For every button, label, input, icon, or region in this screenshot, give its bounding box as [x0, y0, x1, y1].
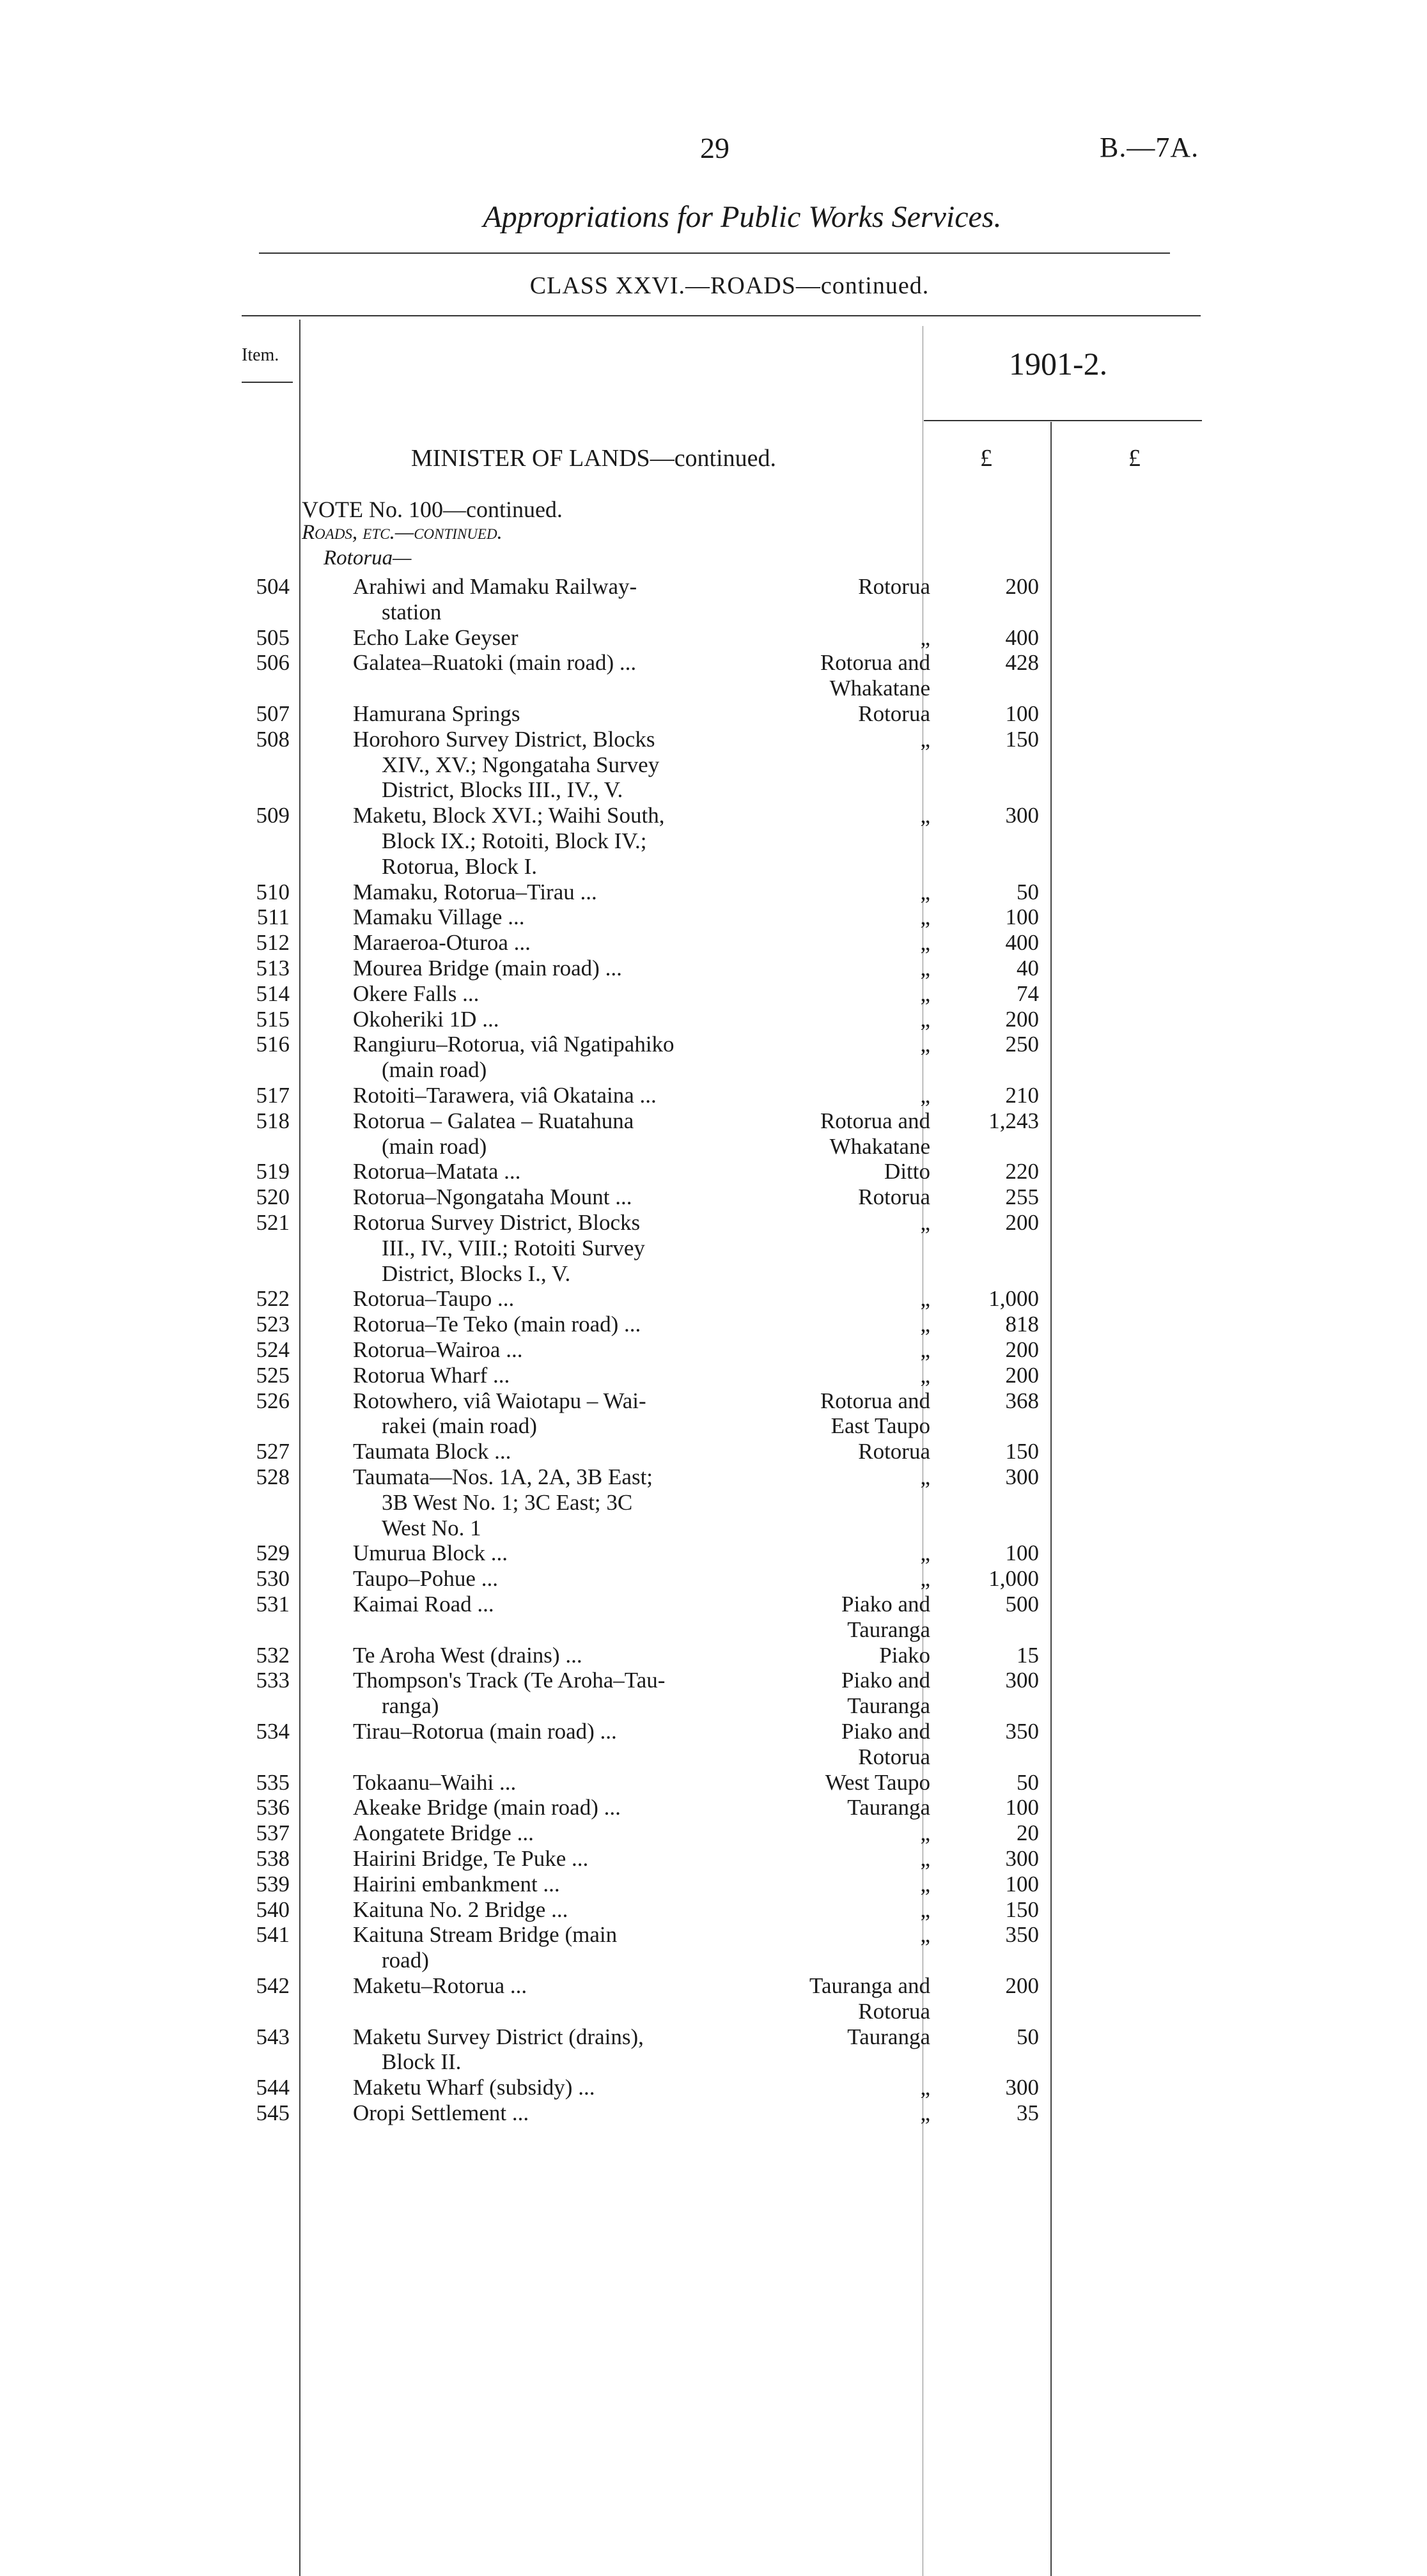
- item-number: 504: [256, 574, 290, 599]
- item-number: 517: [256, 1083, 290, 1108]
- item-number: 530: [256, 1566, 290, 1592]
- work-description: (main road): [382, 1057, 487, 1083]
- work-description: Maketu Wharf (subsidy) ...: [353, 2075, 595, 2100]
- work-description: ranga): [382, 1693, 439, 1719]
- table-row: [0, 930, 1427, 955]
- table-row: [0, 727, 1427, 752]
- amount-value: 150: [1005, 726, 1039, 752]
- work-description: Tirau–Rotorua (main road) ...: [353, 1719, 617, 1744]
- work-description: Rotorua–Wairoa ...: [353, 1337, 523, 1362]
- currency-header-1: £: [980, 445, 992, 472]
- table-row: [0, 1337, 1427, 1362]
- table-row: [0, 904, 1427, 929]
- table-row: [0, 828, 1427, 853]
- item-number: 511: [256, 904, 290, 930]
- electoral-district: „: [920, 1006, 930, 1032]
- work-description: Rotorua–Te Teko (main road) ...: [353, 1312, 641, 1337]
- amount-value: 200: [1005, 1006, 1039, 1032]
- table-row: [0, 854, 1427, 879]
- amount-value: 40: [1017, 956, 1039, 981]
- work-description: Mamaku, Rotorua–Tirau ...: [353, 879, 597, 904]
- work-description: Rotorua Survey District, Blocks: [353, 1210, 641, 1235]
- table-row: [0, 1261, 1427, 1286]
- work-description: Taupo–Pohue ...: [353, 1566, 498, 1592]
- table-row: [0, 1897, 1427, 1922]
- item-number: 513: [256, 956, 290, 981]
- work-description: Rangiuru–Rotorua, viâ Ngatipahiko: [353, 1032, 675, 1057]
- electoral-district: „: [920, 1312, 930, 1337]
- table-row: [0, 1592, 1427, 1617]
- work-description: Rotorua–Matata ...: [353, 1159, 521, 1184]
- item-number: 531: [256, 1592, 290, 1617]
- item-number: 525: [256, 1362, 290, 1388]
- table-row: [0, 1846, 1427, 1871]
- title-rule: [259, 252, 1170, 254]
- electoral-district: „: [920, 930, 930, 956]
- work-description: Mamaku Village ...: [353, 904, 525, 930]
- electoral-district: „: [920, 1871, 930, 1897]
- electoral-district: „: [920, 1464, 930, 1489]
- work-description: Block II.: [382, 2049, 462, 2075]
- electoral-district: „: [920, 2100, 930, 2125]
- table-row: [0, 1693, 1427, 1718]
- table-row: [0, 1108, 1427, 1133]
- table-row: [0, 1210, 1427, 1235]
- roads-heading: Roads, etc.—continued.: [302, 521, 503, 544]
- work-description: District, Blocks III., IV., V.: [382, 777, 623, 803]
- item-header-rule: [242, 382, 293, 383]
- table-row: [0, 1286, 1427, 1311]
- work-description: Tokaanu–Waihi ...: [353, 1769, 517, 1795]
- item-number: 537: [256, 1820, 290, 1846]
- electoral-district: Whakatane: [829, 1133, 930, 1159]
- amount-value: 350: [1005, 1922, 1039, 1948]
- table-row: [0, 1820, 1427, 1845]
- work-description: Maketu Survey District (drains),: [353, 2024, 644, 2049]
- electoral-district: Piako: [879, 1642, 930, 1668]
- amount-value: 200: [1005, 1210, 1039, 1235]
- table-row: [0, 1617, 1427, 1642]
- work-description: station: [382, 599, 442, 625]
- item-number: 514: [256, 981, 290, 1006]
- amount-value: 50: [1017, 879, 1039, 904]
- table-row: [0, 1872, 1427, 1897]
- amount-value: 1,000: [988, 1566, 1039, 1592]
- amount-value: 300: [1005, 803, 1039, 828]
- amount-value: 150: [1005, 1897, 1039, 1922]
- amount-value: 74: [1017, 981, 1039, 1006]
- electoral-district: Rotorua: [858, 1184, 930, 1210]
- item-number: 521: [256, 1210, 290, 1235]
- amount-value: 400: [1005, 930, 1039, 956]
- item-number: 524: [256, 1337, 290, 1362]
- table-row: [0, 1948, 1427, 1973]
- table-row: [0, 1134, 1427, 1159]
- amount-value: 400: [1005, 625, 1039, 650]
- amount-value: 200: [1005, 1973, 1039, 1998]
- amount-value: 100: [1005, 1795, 1039, 1820]
- item-number: 544: [256, 2075, 290, 2100]
- amount-value: 220: [1005, 1159, 1039, 1184]
- electoral-district: „: [920, 726, 930, 752]
- table-row: [0, 676, 1427, 701]
- work-description: Aongatete Bridge ...: [353, 1820, 534, 1846]
- page-title: Appropriations for Public Works Services.: [483, 200, 1002, 234]
- item-number: 542: [256, 1973, 290, 1998]
- work-description: XIV., XV.; Ngongataha Survey: [382, 752, 660, 777]
- table-row: [0, 625, 1427, 650]
- table-row: [0, 1566, 1427, 1591]
- item-column-header: Item.: [242, 345, 279, 365]
- minister-heading: MINISTER OF LANDS—continued.: [411, 445, 777, 472]
- item-number: 520: [256, 1184, 290, 1210]
- work-description: Maketu, Block XVI.; Waihi South,: [353, 803, 665, 828]
- item-number: 515: [256, 1006, 290, 1032]
- amount-value: 100: [1005, 701, 1039, 726]
- item-number: 545: [256, 2100, 290, 2125]
- amount-value: 200: [1005, 574, 1039, 599]
- table-row: [0, 1540, 1427, 1565]
- work-description: Rotoiti–Tarawera, viâ Okataina ...: [353, 1083, 657, 1108]
- item-number: 541: [256, 1922, 290, 1948]
- electoral-district: Tauranga: [847, 1617, 930, 1642]
- vote-heading: VOTE No. 100—continued.: [302, 497, 563, 522]
- amount-value: 500: [1005, 1592, 1039, 1617]
- work-description: Te Aroha West (drains) ...: [353, 1642, 582, 1668]
- work-description: Kaituna No. 2 Bridge ...: [353, 1897, 568, 1922]
- item-number: 508: [256, 726, 290, 752]
- amount-value: 300: [1005, 1668, 1039, 1693]
- amount-value: 368: [1005, 1388, 1039, 1413]
- work-description: Rotowhero, viâ Waiotapu – Wai-: [353, 1388, 646, 1413]
- table-row: [0, 1795, 1427, 1820]
- table-row: [0, 1007, 1427, 1032]
- work-description: Kaimai Road ...: [353, 1592, 494, 1617]
- electoral-district: Ditto: [884, 1159, 930, 1184]
- item-number: 510: [256, 879, 290, 904]
- work-description: Rotorua–Ngongataha Mount ...: [353, 1184, 632, 1210]
- electoral-district: Piako and: [841, 1592, 930, 1617]
- electoral-district: „: [920, 1083, 930, 1108]
- electoral-district: Piako and: [841, 1719, 930, 1744]
- table-row: [0, 2075, 1427, 2100]
- table-row: [0, 650, 1427, 675]
- table-row: [0, 1516, 1427, 1540]
- amount-value: 300: [1005, 2075, 1039, 2100]
- electoral-district: „: [920, 1540, 930, 1566]
- work-description: District, Blocks I., V.: [382, 1261, 571, 1286]
- work-description: Rotorua – Galatea – Ruatahuna: [353, 1108, 634, 1133]
- amount-value: 250: [1005, 1032, 1039, 1057]
- document-reference: B.—7A.: [1100, 132, 1199, 163]
- electoral-district: Rotorua: [858, 701, 930, 726]
- work-description: III., IV., VIII.; Rotoiti Survey: [382, 1235, 645, 1261]
- electoral-district: „: [920, 1286, 930, 1312]
- electoral-district: Rotorua: [858, 1439, 930, 1464]
- amount-value: 1,243: [988, 1108, 1039, 1133]
- work-description: Mourea Bridge (main road) ...: [353, 956, 622, 981]
- table-row: [0, 880, 1427, 904]
- item-number: 529: [256, 1540, 290, 1566]
- table-row: [0, 1719, 1427, 1744]
- electoral-district: „: [920, 1922, 930, 1948]
- item-number: 532: [256, 1642, 290, 1668]
- electoral-district: „: [920, 1032, 930, 1057]
- electoral-district: Tauranga: [847, 2024, 930, 2049]
- electoral-district: Tauranga: [847, 1693, 930, 1719]
- electoral-district: Rotorua: [858, 1744, 930, 1769]
- electoral-district: Rotorua and: [820, 1108, 930, 1133]
- work-description: Rotorua Wharf ...: [353, 1362, 510, 1388]
- table-row: [0, 2100, 1427, 2125]
- amount-value: 150: [1005, 1439, 1039, 1464]
- amount-value: 50: [1017, 1769, 1039, 1795]
- electoral-district: „: [920, 981, 930, 1006]
- electoral-district: „: [920, 956, 930, 981]
- amount-value: 50: [1017, 2024, 1039, 2049]
- item-number: 540: [256, 1897, 290, 1922]
- item-number: 528: [256, 1464, 290, 1489]
- electoral-district: „: [920, 2075, 930, 2100]
- item-number: 526: [256, 1388, 290, 1413]
- table-row: [0, 1490, 1427, 1515]
- table-row: [0, 1999, 1427, 2024]
- page-number: 29: [700, 132, 729, 164]
- work-description: Oropi Settlement ...: [353, 2100, 529, 2125]
- electoral-district: Piako and: [841, 1668, 930, 1693]
- currency-header-2: £: [1128, 445, 1141, 472]
- item-number: 535: [256, 1769, 290, 1795]
- electoral-district: Tauranga: [847, 1795, 930, 1820]
- work-description: Okere Falls ...: [353, 981, 480, 1006]
- amount-value: 100: [1005, 1871, 1039, 1897]
- table-row: [0, 1032, 1427, 1057]
- work-description: Taumata Block ...: [353, 1439, 511, 1464]
- electoral-district: „: [920, 1337, 930, 1362]
- table-row: [0, 1439, 1427, 1464]
- table-row: [0, 1159, 1427, 1184]
- table-row: [0, 803, 1427, 828]
- item-number: 538: [256, 1846, 290, 1871]
- work-description: Arahiwi and Mamaku Railway-: [353, 574, 637, 599]
- table-row: [0, 1312, 1427, 1337]
- amount-value: 35: [1017, 2100, 1039, 2125]
- table-row: [0, 1057, 1427, 1082]
- work-description: Okoheriki 1D ...: [353, 1006, 499, 1032]
- item-number: 533: [256, 1668, 290, 1693]
- item-number: 518: [256, 1108, 290, 1133]
- work-description: Thompson's Track (Te Aroha–Tau-: [353, 1668, 666, 1693]
- amount-value: 100: [1005, 1540, 1039, 1566]
- work-description: Horohoro Survey District, Blocks: [353, 726, 655, 752]
- item-number: 536: [256, 1795, 290, 1820]
- item-number: 507: [256, 701, 290, 726]
- item-number: 509: [256, 803, 290, 828]
- electoral-district: East Taupo: [830, 1413, 930, 1439]
- table-row: [0, 1922, 1427, 1947]
- amount-value: 350: [1005, 1719, 1039, 1744]
- item-number: 523: [256, 1312, 290, 1337]
- table-row: [0, 1413, 1427, 1438]
- work-description: road): [382, 1948, 429, 1973]
- work-description: Maketu–Rotorua ...: [353, 1973, 527, 1998]
- electoral-district: „: [920, 1897, 930, 1922]
- electoral-district: „: [920, 1820, 930, 1846]
- item-number: 522: [256, 1286, 290, 1312]
- work-description: (main road): [382, 1133, 487, 1159]
- amount-value: 428: [1005, 650, 1039, 676]
- work-description: Hamurana Springs: [353, 701, 520, 726]
- item-number: 512: [256, 930, 290, 956]
- work-description: Akeake Bridge (main road) ...: [353, 1795, 621, 1820]
- work-description: Block IX.; Rotoiti, Block IV.;: [382, 828, 647, 853]
- electoral-district: „: [920, 904, 930, 930]
- work-description: Echo Lake Geyser: [353, 625, 519, 650]
- table-row: [0, 701, 1427, 726]
- item-number: 519: [256, 1159, 290, 1184]
- electoral-district: Rotorua and: [820, 650, 930, 676]
- work-description: Hairini embankment ...: [353, 1871, 560, 1897]
- table-row: [0, 1464, 1427, 1489]
- amount-value: 300: [1005, 1846, 1039, 1871]
- table-row: [0, 1236, 1427, 1261]
- work-description: Kaituna Stream Bridge (main: [353, 1922, 618, 1948]
- amount-value: 1,000: [988, 1286, 1039, 1312]
- electoral-district: Rotorua and: [820, 1388, 930, 1413]
- table-row: [0, 2049, 1427, 2074]
- work-description: Umurua Block ...: [353, 1540, 508, 1566]
- table-row: [0, 2024, 1427, 2049]
- item-number: 527: [256, 1439, 290, 1464]
- table-row: [0, 1388, 1427, 1413]
- work-description: Maraeroa-Oturoa ...: [353, 930, 531, 956]
- electoral-district: „: [920, 1210, 930, 1235]
- table-row: [0, 1643, 1427, 1668]
- electoral-district: „: [920, 803, 930, 828]
- amount-value: 300: [1005, 1464, 1039, 1489]
- work-description: Rotorua, Block I.: [382, 853, 538, 879]
- table-row: [0, 1363, 1427, 1388]
- electoral-district: „: [920, 1362, 930, 1388]
- table-row: [0, 1668, 1427, 1693]
- electoral-district: „: [920, 879, 930, 904]
- table-row: [0, 956, 1427, 981]
- work-description: West No. 1: [382, 1515, 481, 1540]
- amount-value: 15: [1017, 1642, 1039, 1668]
- table-row: [0, 574, 1427, 599]
- class-rule: [242, 315, 1201, 316]
- amount-value: 200: [1005, 1362, 1039, 1388]
- work-description: Galatea–Ruatoki (main road) ...: [353, 650, 637, 676]
- electoral-district: Rotorua: [858, 1998, 930, 2024]
- item-number: 506: [256, 650, 290, 676]
- item-number: 534: [256, 1719, 290, 1744]
- electoral-district: „: [920, 1566, 930, 1592]
- electoral-district: Whakatane: [829, 676, 930, 701]
- work-description: Taumata—Nos. 1A, 2A, 3B East;: [353, 1464, 653, 1489]
- table-row: [0, 981, 1427, 1006]
- item-number: 543: [256, 2024, 290, 2049]
- year-column-header: 1901-2.: [1009, 346, 1108, 382]
- electoral-district: „: [920, 625, 930, 650]
- work-description: rakei (main road): [382, 1413, 537, 1439]
- table-row: [0, 1973, 1427, 1998]
- table-row: [0, 777, 1427, 802]
- work-description: Rotorua–Taupo ...: [353, 1286, 515, 1312]
- electoral-district: Rotorua: [858, 574, 930, 599]
- work-description: Hairini Bridge, Te Puke ...: [353, 1846, 589, 1871]
- amount-value: 255: [1005, 1184, 1039, 1210]
- work-description: 3B West No. 1; 3C East; 3C: [382, 1489, 633, 1515]
- amount-value: 20: [1017, 1820, 1039, 1846]
- table-row: [0, 1083, 1427, 1108]
- electoral-district: West Taupo: [825, 1769, 930, 1795]
- table-row: [0, 752, 1427, 777]
- amount-value: 200: [1005, 1337, 1039, 1362]
- class-heading: CLASS XXVI.—ROADS—continued.: [529, 272, 930, 299]
- item-number: 505: [256, 625, 290, 650]
- electoral-district: Tauranga and: [809, 1973, 930, 1998]
- item-number: 516: [256, 1032, 290, 1057]
- electoral-district: „: [920, 1846, 930, 1871]
- table-row: [0, 600, 1427, 625]
- item-number: 539: [256, 1871, 290, 1897]
- amount-value: 100: [1005, 904, 1039, 930]
- table-row: [0, 1744, 1427, 1769]
- district-heading: Rotorua—: [324, 547, 412, 570]
- amount-value: 210: [1005, 1083, 1039, 1108]
- year-header-rule: [924, 420, 1202, 421]
- table-row: [0, 1770, 1427, 1795]
- table-row: [0, 1184, 1427, 1209]
- amount-value: 818: [1005, 1312, 1039, 1337]
